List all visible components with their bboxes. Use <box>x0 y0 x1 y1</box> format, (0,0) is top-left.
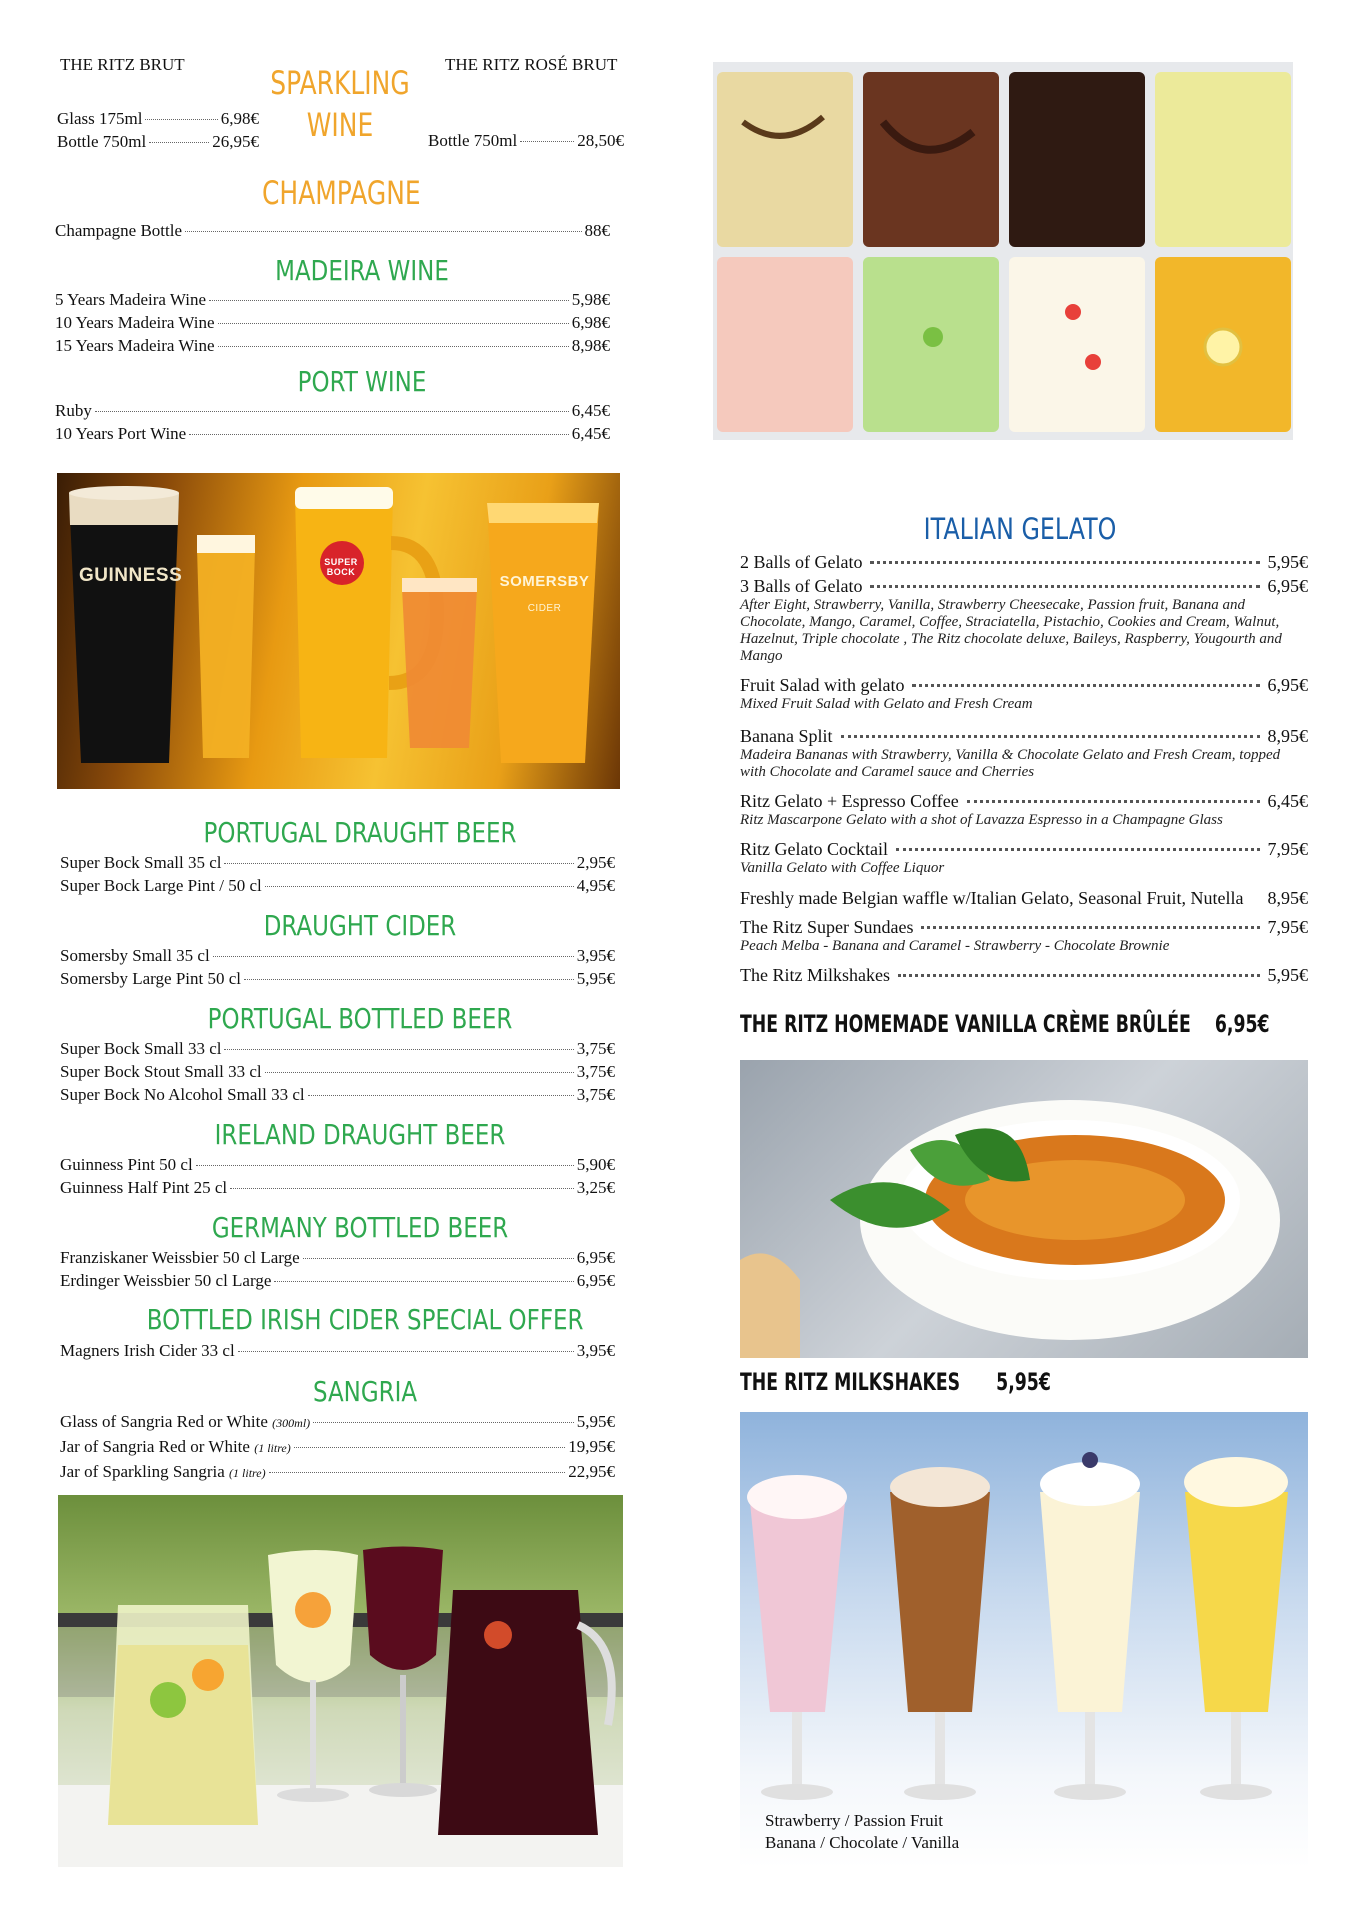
milkshake-glasses-illustration <box>740 1412 1308 1868</box>
madeira-list <box>55 288 610 357</box>
super-bock-logo-text: SUPER BOCK <box>324 557 358 577</box>
sangria-photo <box>58 1495 623 1867</box>
beer-photo <box>57 473 620 789</box>
menu-row: 5 Years Madeira Wine 5,98€ <box>55 290 610 309</box>
champagne-heading: CHAMPAGNE <box>262 174 421 212</box>
irish-cider-heading: BOTTLED IRISH CIDER SPECIAL OFFER <box>146 1303 584 1336</box>
somersby-logo-text: SOMERSBY <box>499 573 590 590</box>
menu-row: Jar of Sangria Red or White (1 litre) 19,95€ <box>60 1437 615 1456</box>
draught-cider-list <box>60 944 615 990</box>
menu-row: Super Bock Small 33 cl 3,75€ <box>60 1039 615 1058</box>
gelato-item-row: The Ritz Milkshakes 5,95€ <box>740 965 1308 985</box>
menu-row: Franziskaner Weissbier 50 cl Large 6,95€ <box>60 1248 615 1267</box>
sangria-jugs-illustration <box>58 1495 623 1867</box>
menu-row: Magners Irish Cider 33 cl 3,95€ <box>60 1341 615 1360</box>
draught-cider-heading: DRAUGHT CIDER <box>263 909 457 942</box>
menu-row: Erdinger Weissbier 50 cl Large 6,95€ <box>60 1271 615 1290</box>
menu-row: Jar of Sparkling Sangria (1 litre) 22,95€ <box>60 1462 615 1481</box>
ritz-rose-brut-name: THE RITZ ROSÉ BRUT <box>445 55 618 74</box>
menu-row: Somersby Small 35 cl 3,95€ <box>60 946 615 965</box>
gelato-item-row: Banana Split 8,95€ <box>740 726 1308 746</box>
gelato-item-row: 3 Balls of Gelato 6,95€ <box>740 576 1308 596</box>
milkshakes-photo <box>740 1412 1308 1868</box>
gelato-item-row: Ritz Gelato + Espresso Coffee 6,45€ <box>740 791 1308 811</box>
gelato-item-desc: Mixed Fruit Salad with Gelato and Fresh Cream <box>740 696 1033 712</box>
gelato-item-row: Ritz Gelato Cocktail 7,95€ <box>740 839 1308 859</box>
sangria-list <box>60 1410 615 1485</box>
port-wine-heading: PORT WINE <box>297 365 427 398</box>
beer-glasses-illustration <box>57 473 620 789</box>
ritz-rose-list <box>428 129 624 152</box>
gelato-item-desc: Peach Melba - Banana and Caramel - Strawberry - Chocolate Brownie <box>740 938 1170 954</box>
portugal-bottled-list <box>60 1037 615 1106</box>
menu-row: 15 Years Madeira Wine 8,98€ <box>55 336 610 355</box>
ritz-brut-list <box>57 107 259 153</box>
italian-gelato-heading: ITALIAN GELATO <box>923 512 1117 546</box>
menu-row: Super Bock Small 35 cl 2,95€ <box>60 853 615 872</box>
gelato-list <box>740 551 1308 986</box>
milkshakes-heading: THE RITZ MILKSHAKES 5,95€ <box>740 1368 1051 1396</box>
gelato-item-row: Freshly made Belgian waffle w/Italian Gelato, Seasonal Fruit, Nutella 8,95€ <box>740 888 1308 908</box>
gelato-item-row: 2 Balls of Gelato 5,95€ <box>740 552 1308 572</box>
menu-row: Glass of Sangria Red or White (300ml) 5,95€ <box>60 1412 615 1431</box>
irish-cider-list <box>60 1339 615 1362</box>
menu-row: Somersby Large Pint 50 cl 5,95€ <box>60 969 615 988</box>
sparkling-wine-heading: SPARKLING WINE <box>270 64 410 144</box>
gelato-item-desc: Vanilla Gelato with Coffee Liquor <box>740 860 945 876</box>
menu-row: Guinness Half Pint 25 cl 3,25€ <box>60 1178 615 1197</box>
menu-row: Super Bock Large Pint / 50 cl 4,95€ <box>60 876 615 895</box>
menu-row: Champagne Bottle 88€ <box>55 221 610 240</box>
milkshake-flavors-line1: Strawberry / Passion Fruit <box>765 1811 944 1830</box>
germany-bottled-list <box>60 1246 615 1292</box>
portugal-bottled-heading: PORTUGAL BOTTLED BEER <box>207 1002 513 1035</box>
gelato-display-photo <box>713 62 1293 440</box>
ireland-draught-list <box>60 1153 615 1199</box>
gelato-item-desc: After Eight, Strawberry, Vanilla, Strawberry Cheesecake, Passion fruit, Banana and Chocolate, Mango, Caramel, Coffee, Straciatella, Pistachio, Cookies and Cream, Walnut, Hazelnut, Triple chocolate , The Ritz chocolate deluxe, Baileys, Raspberry, Yougourth and Mango <box>740 597 1282 664</box>
menu-row: Super Bock Stout Small 33 cl 3,75€ <box>60 1062 615 1081</box>
gelato-trays-illustration <box>713 62 1293 440</box>
menu-row: Glass 175ml 6,98€ <box>57 109 259 128</box>
menu-row: 10 Years Madeira Wine 6,98€ <box>55 313 610 332</box>
sangria-heading: SANGRIA <box>312 1375 418 1408</box>
cider-logo-text: CIDER <box>527 603 562 614</box>
menu-row: 10 Years Port Wine 6,45€ <box>55 424 610 443</box>
gelato-item-row: Fruit Salad with gelato 6,95€ <box>740 675 1308 695</box>
menu-row: Ruby 6,45€ <box>55 401 610 420</box>
gelato-item-desc: Ritz Mascarpone Gelato with a shot of Lavazza Espresso in a Champagne Glass <box>740 812 1223 828</box>
ireland-draught-heading: IRELAND DRAUGHT BEER <box>214 1118 506 1151</box>
madeira-wine-heading: MADEIRA WINE <box>275 254 449 287</box>
ritz-brut-name: THE RITZ BRUT <box>60 55 185 74</box>
guinness-logo-text: GUINNESS <box>79 565 183 586</box>
menu-row: Guinness Pint 50 cl 5,90€ <box>60 1155 615 1174</box>
champagne-list <box>55 219 610 242</box>
creme-brulee-heading: THE RITZ HOMEMADE VANILLA CRÈME BRÛLÉE 6,95€ <box>740 1010 1270 1038</box>
creme-brulee-illustration <box>740 1060 1308 1358</box>
gelato-item-desc: Madeira Bananas with Strawberry, Vanilla & Chocolate Gelato and Fresh Cream, topped with Chocolate and Caramel sauce and Cherries <box>740 747 1281 780</box>
gelato-item-row: The Ritz Super Sundaes 7,95€ <box>740 917 1308 937</box>
menu-row: Bottle 750ml 28,50€ <box>428 131 624 150</box>
port-list <box>55 399 610 445</box>
germany-bottled-heading: GERMANY BOTTLED BEER <box>211 1211 509 1244</box>
creme-brulee-photo <box>740 1060 1308 1358</box>
portugal-draught-heading: PORTUGAL DRAUGHT BEER <box>203 816 517 849</box>
menu-row: Bottle 750ml 26,95€ <box>57 132 259 151</box>
portugal-draught-list <box>60 851 615 897</box>
milkshake-flavors-line2: Banana / Chocolate / Vanilla <box>765 1833 960 1852</box>
menu-row: Super Bock No Alcohol Small 33 cl 3,75€ <box>60 1085 615 1104</box>
